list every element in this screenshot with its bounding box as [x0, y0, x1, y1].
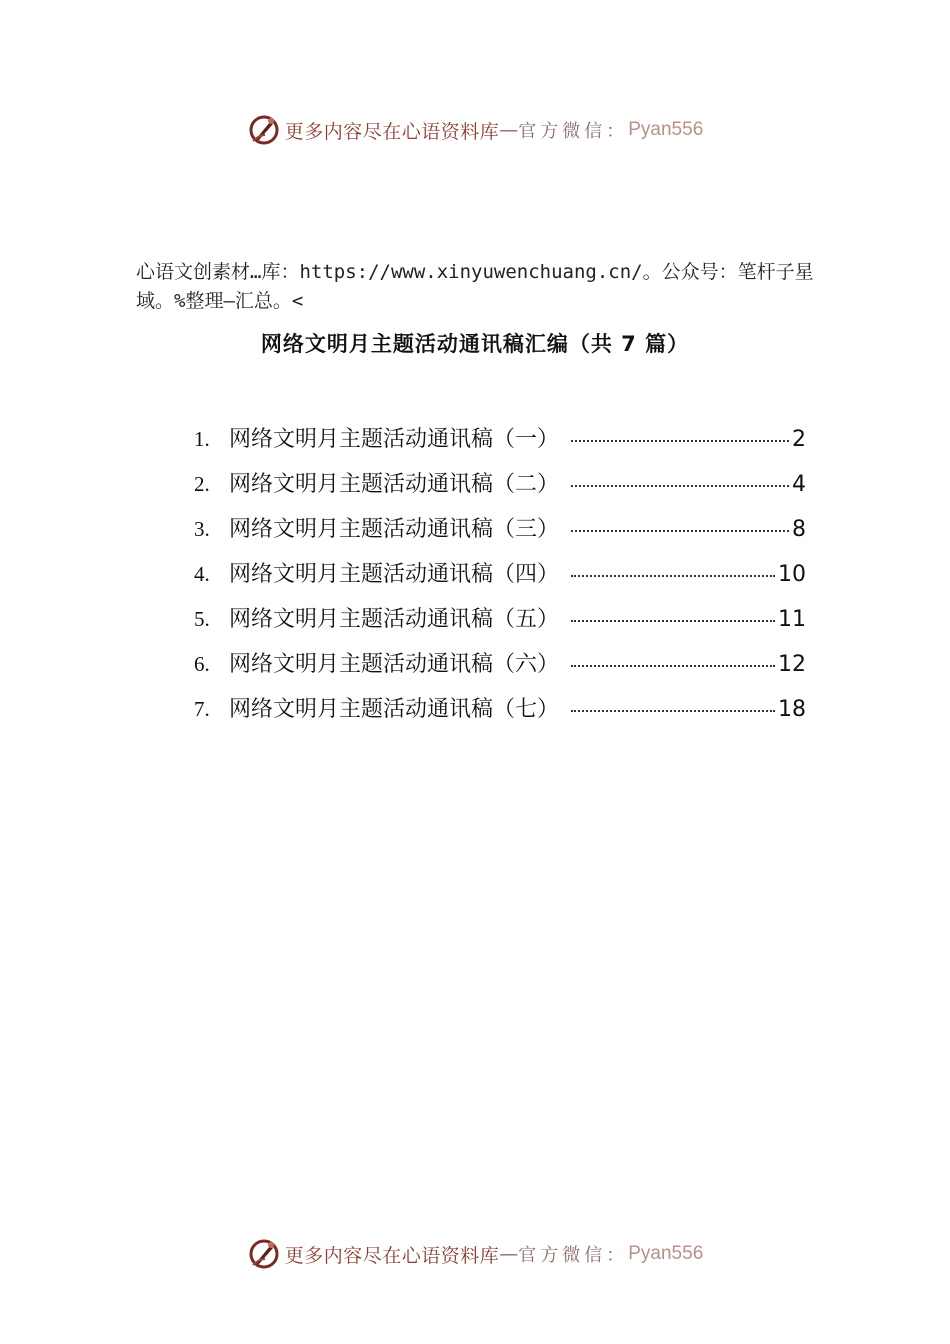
toc-item-page: 12: [778, 652, 806, 677]
toc-item-number: 6.: [194, 652, 210, 676]
toc-item-number: 4.: [194, 562, 210, 586]
quill-logo-icon: [247, 1237, 281, 1271]
toc-dot-leader: [571, 485, 789, 487]
toc-item-page: 8: [792, 517, 806, 542]
toc-dot-leader: [571, 620, 775, 622]
toc-item[interactable]: [194, 467, 806, 512]
toc-item-page: 18: [778, 697, 806, 722]
source-note: 心语文创素材…库：https://www.xinyuwenchuang.cn/。公众号：笔杆子星域。%整理—汇总。<: [136, 261, 814, 312]
table-of-contents: [194, 422, 806, 737]
toc-item-label: 网络文明月主题活动通讯稿（二）: [229, 472, 560, 497]
footer-watermark: [0, 1234, 950, 1274]
toc-item-number: 1.: [194, 427, 210, 451]
watermark-text: 更多内容尽在心语资料库: [284, 1244, 500, 1267]
watermark-wechat-id: Pyan556: [628, 1243, 704, 1264]
watermark-dash: —: [499, 119, 519, 141]
toc-dot-leader: [571, 710, 775, 712]
watermark-dash: —: [499, 1243, 519, 1265]
toc-item-page: 11: [778, 607, 806, 632]
toc-item-page: 4: [792, 472, 806, 497]
toc-item[interactable]: [194, 602, 806, 647]
quill-logo-icon: [247, 113, 281, 147]
toc-item[interactable]: [194, 512, 806, 557]
toc-item-label: 网络文明月主题活动通讯稿（七）: [229, 697, 560, 722]
document-title: 网络文明月主题活动通讯稿汇编（共 7 篇）: [260, 332, 690, 356]
toc-item-number: 2.: [194, 472, 210, 496]
toc-dot-leader: [571, 575, 775, 577]
header-watermark: [0, 110, 950, 150]
watermark-text: 更多内容尽在心语资料库: [284, 120, 500, 143]
watermark-wechat-id: Pyan556: [628, 119, 704, 140]
toc-dot-leader: [571, 440, 789, 442]
toc-item-label: 网络文明月主题活动通讯稿（五）: [229, 607, 560, 632]
toc-item-label: 网络文明月主题活动通讯稿（六）: [229, 652, 560, 677]
watermark-wechat-label: 官方微信：: [518, 1245, 629, 1266]
toc-item-label: 网络文明月主题活动通讯稿（四）: [229, 562, 560, 587]
toc-item-number: 5.: [194, 607, 210, 631]
toc-item-number: 7.: [194, 697, 210, 721]
watermark-wechat-label: 官方微信：: [518, 121, 629, 142]
toc-item-label: 网络文明月主题活动通讯稿（一）: [229, 427, 560, 452]
toc-item[interactable]: [194, 647, 806, 692]
toc-dot-leader: [571, 665, 775, 667]
toc-item[interactable]: [194, 422, 806, 467]
toc-dot-leader: [571, 530, 789, 532]
toc-item-number: 3.: [194, 517, 210, 541]
toc-item-page: 2: [792, 427, 806, 452]
toc-item-label: 网络文明月主题活动通讯稿（三）: [229, 517, 560, 542]
toc-item[interactable]: [194, 692, 806, 737]
toc-item-page: 10: [778, 562, 806, 587]
toc-item[interactable]: [194, 557, 806, 602]
